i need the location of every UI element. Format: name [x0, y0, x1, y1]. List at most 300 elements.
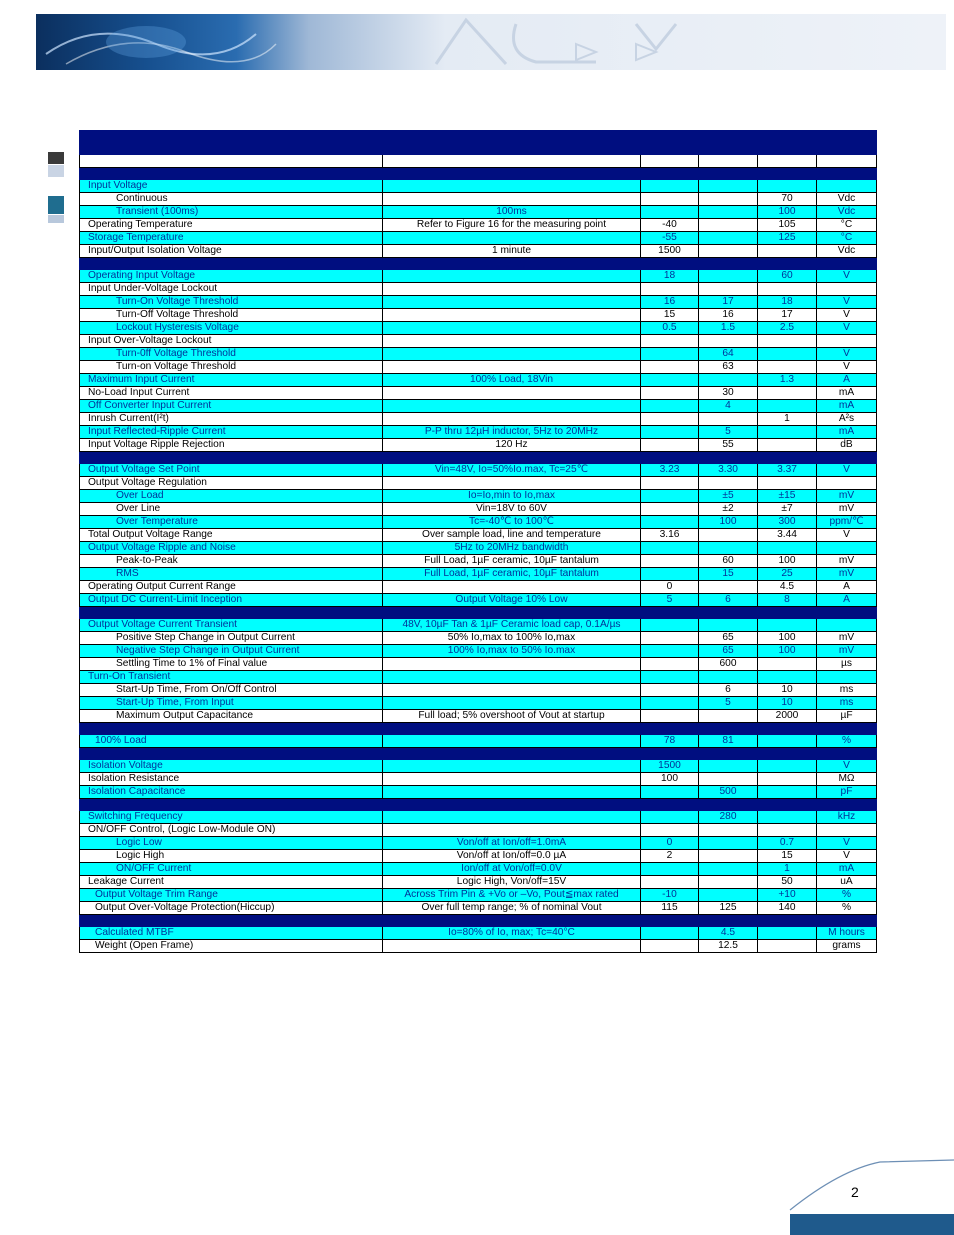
- min-cell: [641, 786, 699, 799]
- max-cell: [758, 927, 817, 940]
- min-cell: [641, 684, 699, 697]
- table-column-header-row: [80, 155, 877, 168]
- max-cell: [758, 426, 817, 439]
- min-cell: 1500: [641, 760, 699, 773]
- condition-cell: Across Trim Pin & +Vo or –Vo, Pout≦max rated: [383, 889, 641, 902]
- min-cell: 115: [641, 902, 699, 915]
- param-cell: Weight (Open Frame): [80, 940, 383, 953]
- max-cell: 140: [758, 902, 817, 915]
- condition-cell: [383, 309, 641, 322]
- max-cell: [758, 400, 817, 413]
- param-cell: Peak-to-Peak: [80, 555, 383, 568]
- min-cell: [641, 180, 699, 193]
- condition-cell: Over sample load, line and temperature: [383, 529, 641, 542]
- min-cell: 15: [641, 309, 699, 322]
- table-row: [80, 322, 877, 335]
- typ-cell: 600: [699, 658, 758, 671]
- specification-table: [79, 130, 877, 953]
- table-row: [80, 413, 877, 426]
- max-cell: 100: [758, 206, 817, 219]
- unit-cell: ms: [817, 697, 877, 710]
- typ-cell: [699, 837, 758, 850]
- table-row: [80, 735, 877, 748]
- unit-cell: %: [817, 889, 877, 902]
- condition-cell: 100ms: [383, 206, 641, 219]
- typ-cell: 4.5: [699, 927, 758, 940]
- min-cell: [641, 927, 699, 940]
- table-row: [80, 850, 877, 863]
- max-cell: 2000: [758, 710, 817, 723]
- condition-cell: Vin=48V, Io=50%Io.max, Tc=25℃: [383, 464, 641, 477]
- typ-cell: 100: [699, 516, 758, 529]
- param-cell: Output DC Current-Limit Inception: [80, 594, 383, 607]
- condition-cell: Vin=18V to 60V: [383, 503, 641, 516]
- min-cell: 78: [641, 735, 699, 748]
- typ-cell: 1.5: [699, 322, 758, 335]
- table-row: [80, 309, 877, 322]
- table-row: [80, 529, 877, 542]
- unit-cell: mV: [817, 568, 877, 581]
- condition-cell: [383, 348, 641, 361]
- table-row: [80, 400, 877, 413]
- min-cell: [641, 477, 699, 490]
- max-cell: 1: [758, 413, 817, 426]
- param-cell: ON/OFF Current: [80, 863, 383, 876]
- condition-cell: Logic High, Von/off=15V: [383, 876, 641, 889]
- condition-cell: 50% Io,max to 100% Io,max: [383, 632, 641, 645]
- side-marker-1: [48, 152, 64, 164]
- typ-cell: [699, 193, 758, 206]
- condition-cell: [383, 413, 641, 426]
- typ-cell: [699, 876, 758, 889]
- condition-cell: [383, 400, 641, 413]
- banner-graphic: [36, 14, 946, 70]
- table-row: [80, 658, 877, 671]
- condition-cell: [383, 193, 641, 206]
- table-row: [80, 684, 877, 697]
- header-banner: [36, 14, 946, 70]
- unit-cell: V: [817, 529, 877, 542]
- condition-cell: [383, 270, 641, 283]
- param-cell: Operating Temperature: [80, 219, 383, 232]
- condition-cell: [383, 697, 641, 710]
- max-cell: [758, 335, 817, 348]
- min-cell: [641, 619, 699, 632]
- min-cell: [641, 193, 699, 206]
- unit-cell: [817, 477, 877, 490]
- unit-cell: [817, 671, 877, 684]
- condition-cell: [383, 940, 641, 953]
- table-title-row: [80, 131, 877, 155]
- typ-cell: [699, 542, 758, 555]
- typ-cell: 4: [699, 400, 758, 413]
- min-cell: -10: [641, 889, 699, 902]
- unit-cell: °C: [817, 219, 877, 232]
- unit-cell: Vdc: [817, 193, 877, 206]
- min-cell: [641, 876, 699, 889]
- param-cell: Continuous: [80, 193, 383, 206]
- table-row: [80, 361, 877, 374]
- condition-cell: [383, 335, 641, 348]
- param-cell: Logic Low: [80, 837, 383, 850]
- typ-cell: ±5: [699, 490, 758, 503]
- unit-cell: V: [817, 760, 877, 773]
- footer-curve-graphic: [780, 1150, 954, 1220]
- table-row: [80, 619, 877, 632]
- max-cell: [758, 760, 817, 773]
- max-cell: [758, 619, 817, 632]
- unit-cell: mV: [817, 490, 877, 503]
- min-cell: [641, 658, 699, 671]
- min-cell: [641, 490, 699, 503]
- min-cell: 0.5: [641, 322, 699, 335]
- min-cell: [641, 824, 699, 837]
- unit-cell: pF: [817, 786, 877, 799]
- param-cell: Lockout Hysteresis Voltage: [80, 322, 383, 335]
- max-cell: 100: [758, 645, 817, 658]
- table-section-row: [80, 748, 877, 760]
- condition-cell: 48V, 10µF Tan & 1µF Ceramic load cap, 0.1A/µs: [383, 619, 641, 632]
- min-cell: [641, 439, 699, 452]
- typ-cell: [699, 710, 758, 723]
- table-row: [80, 193, 877, 206]
- unit-cell: V: [817, 361, 877, 374]
- table-row: [80, 697, 877, 710]
- condition-cell: [383, 387, 641, 400]
- param-cell: Isolation Capacitance: [80, 786, 383, 799]
- table-row: [80, 824, 877, 837]
- condition-cell: [383, 773, 641, 786]
- max-cell: 1.3: [758, 374, 817, 387]
- min-cell: 5: [641, 594, 699, 607]
- param-cell: Start-Up Time, From Input: [80, 697, 383, 710]
- table-row: [80, 568, 877, 581]
- table-row: [80, 374, 877, 387]
- table-row: [80, 490, 877, 503]
- unit-cell: V: [817, 296, 877, 309]
- param-cell: RMS: [80, 568, 383, 581]
- typ-cell: 55: [699, 439, 758, 452]
- max-cell: 60: [758, 270, 817, 283]
- min-cell: [641, 400, 699, 413]
- param-cell: Turn-On Voltage Threshold: [80, 296, 383, 309]
- unit-cell: V: [817, 309, 877, 322]
- unit-cell: mA: [817, 426, 877, 439]
- condition-cell: [383, 811, 641, 824]
- max-cell: [758, 658, 817, 671]
- table-row: [80, 710, 877, 723]
- param-cell: Switching Frequency: [80, 811, 383, 824]
- min-cell: [641, 568, 699, 581]
- condition-cell: Tc=-40℃ to 100℃: [383, 516, 641, 529]
- max-cell: 50: [758, 876, 817, 889]
- unit-cell: kHz: [817, 811, 877, 824]
- min-cell: 3.23: [641, 464, 699, 477]
- unit-cell: A: [817, 374, 877, 387]
- min-cell: 2: [641, 850, 699, 863]
- typ-cell: 5: [699, 426, 758, 439]
- typ-cell: 60: [699, 555, 758, 568]
- table-row: [80, 335, 877, 348]
- table-row: [80, 786, 877, 799]
- footer-bar: [790, 1214, 954, 1235]
- unit-cell: Vdc: [817, 245, 877, 258]
- condition-cell: [383, 684, 641, 697]
- param-cell: Over Temperature: [80, 516, 383, 529]
- max-cell: [758, 245, 817, 258]
- max-cell: ±7: [758, 503, 817, 516]
- table-section-row: [80, 607, 877, 619]
- max-cell: 10: [758, 697, 817, 710]
- min-cell: [641, 348, 699, 361]
- min-cell: [641, 697, 699, 710]
- condition-cell: [383, 322, 641, 335]
- typ-cell: [699, 283, 758, 296]
- table-row: [80, 219, 877, 232]
- unit-cell: mV: [817, 555, 877, 568]
- param-cell: Turn-Off Voltage Threshold: [80, 309, 383, 322]
- max-cell: [758, 180, 817, 193]
- param-cell: Isolation Voltage: [80, 760, 383, 773]
- param-cell: Output Voltage Regulation: [80, 477, 383, 490]
- unit-cell: [817, 180, 877, 193]
- condition-cell: P-P thru 12µH inductor, 5Hz to 20MHz: [383, 426, 641, 439]
- unit-cell: µs: [817, 658, 877, 671]
- table-row: [80, 837, 877, 850]
- min-cell: [641, 710, 699, 723]
- max-cell: 1: [758, 863, 817, 876]
- max-cell: 125: [758, 232, 817, 245]
- unit-cell: mV: [817, 503, 877, 516]
- typ-cell: [699, 180, 758, 193]
- condition-cell: Io=80% of Io, max; Tc=40°C: [383, 927, 641, 940]
- typ-cell: 81: [699, 735, 758, 748]
- table-section-row: [80, 799, 877, 811]
- max-cell: 105: [758, 219, 817, 232]
- table-row: [80, 283, 877, 296]
- condition-cell: [383, 671, 641, 684]
- typ-cell: [699, 671, 758, 684]
- min-cell: 3.16: [641, 529, 699, 542]
- max-cell: [758, 477, 817, 490]
- typ-cell: 65: [699, 632, 758, 645]
- unit-cell: dB: [817, 439, 877, 452]
- unit-cell: A: [817, 594, 877, 607]
- param-cell: Input Under-Voltage Lockout: [80, 283, 383, 296]
- min-cell: [641, 555, 699, 568]
- condition-cell: [383, 581, 641, 594]
- condition-cell: Refer to Figure 16 for the measuring point: [383, 219, 641, 232]
- unit-cell: M hours: [817, 927, 877, 940]
- table-row: [80, 503, 877, 516]
- max-cell: +10: [758, 889, 817, 902]
- typ-cell: 12.5: [699, 940, 758, 953]
- condition-cell: 5Hz to 20MHz bandwidth: [383, 542, 641, 555]
- table-row: [80, 206, 877, 219]
- param-cell: Leakage Current: [80, 876, 383, 889]
- unit-cell: mV: [817, 632, 877, 645]
- min-cell: [641, 542, 699, 555]
- table-row: [80, 180, 877, 193]
- param-cell: Turn-On Transient: [80, 671, 383, 684]
- max-cell: 4.5: [758, 581, 817, 594]
- typ-cell: 5: [699, 697, 758, 710]
- unit-cell: °C: [817, 232, 877, 245]
- condition-cell: [383, 232, 641, 245]
- table-row: [80, 773, 877, 786]
- unit-cell: [817, 335, 877, 348]
- param-cell: Negative Step Change in Output Current: [80, 645, 383, 658]
- max-cell: 0.7: [758, 837, 817, 850]
- typ-cell: 500: [699, 786, 758, 799]
- max-cell: 300: [758, 516, 817, 529]
- max-cell: [758, 361, 817, 374]
- typ-cell: 125: [699, 902, 758, 915]
- min-cell: 0: [641, 581, 699, 594]
- max-cell: 18: [758, 296, 817, 309]
- param-cell: Input Over-Voltage Lockout: [80, 335, 383, 348]
- param-cell: Maximum Output Capacitance: [80, 710, 383, 723]
- max-cell: ±15: [758, 490, 817, 503]
- condition-cell: [383, 361, 641, 374]
- param-cell: Turn-on Voltage Threshold: [80, 361, 383, 374]
- table-row: [80, 902, 877, 915]
- typ-cell: 63: [699, 361, 758, 374]
- condition-cell: Full Load, 1µF ceramic, 10µF tantalum: [383, 555, 641, 568]
- param-cell: Output Voltage Ripple and Noise: [80, 542, 383, 555]
- side-marker-1b: [48, 165, 64, 177]
- typ-cell: 64: [699, 348, 758, 361]
- table-section-row: [80, 258, 877, 270]
- min-cell: [641, 283, 699, 296]
- table-row: [80, 811, 877, 824]
- unit-cell: A: [817, 581, 877, 594]
- max-cell: 10: [758, 684, 817, 697]
- typ-cell: [699, 477, 758, 490]
- condition-cell: Full Load, 1µF ceramic, 10µF tantalum: [383, 568, 641, 581]
- min-cell: -40: [641, 219, 699, 232]
- param-cell: Input Voltage Ripple Rejection: [80, 439, 383, 452]
- table-row: [80, 270, 877, 283]
- max-cell: [758, 348, 817, 361]
- max-cell: [758, 439, 817, 452]
- table-row: [80, 594, 877, 607]
- table-row: [80, 863, 877, 876]
- condition-cell: [383, 760, 641, 773]
- max-cell: [758, 671, 817, 684]
- typ-cell: 3.30: [699, 464, 758, 477]
- min-cell: -55: [641, 232, 699, 245]
- max-cell: 100: [758, 632, 817, 645]
- condition-cell: Ion/off at Von/off=0.0V: [383, 863, 641, 876]
- typ-cell: 17: [699, 296, 758, 309]
- min-cell: [641, 361, 699, 374]
- unit-cell: [817, 824, 877, 837]
- typ-cell: [699, 270, 758, 283]
- param-cell: Input/Output Isolation Voltage: [80, 245, 383, 258]
- condition-cell: Over full temp range; % of nominal Vout: [383, 902, 641, 915]
- unit-cell: Vdc: [817, 206, 877, 219]
- typ-cell: 15: [699, 568, 758, 581]
- typ-cell: [699, 245, 758, 258]
- typ-cell: [699, 760, 758, 773]
- typ-cell: [699, 232, 758, 245]
- unit-cell: V: [817, 270, 877, 283]
- unit-cell: uA: [817, 876, 877, 889]
- table-row: [80, 516, 877, 529]
- unit-cell: mA: [817, 387, 877, 400]
- max-cell: 8: [758, 594, 817, 607]
- side-marker-2: [48, 196, 64, 214]
- unit-cell: µF: [817, 710, 877, 723]
- table-row: [80, 927, 877, 940]
- typ-cell: [699, 581, 758, 594]
- max-cell: 2.5: [758, 322, 817, 335]
- unit-cell: V: [817, 348, 877, 361]
- min-cell: [641, 426, 699, 439]
- param-cell: Output Over-Voltage Protection(Hiccup): [80, 902, 383, 915]
- typ-cell: [699, 206, 758, 219]
- condition-cell: [383, 296, 641, 309]
- condition-cell: Io=Io,min to Io,max: [383, 490, 641, 503]
- condition-cell: [383, 735, 641, 748]
- min-cell: [641, 645, 699, 658]
- typ-cell: 30: [699, 387, 758, 400]
- min-cell: [641, 374, 699, 387]
- min-cell: [641, 206, 699, 219]
- unit-cell: %: [817, 735, 877, 748]
- max-cell: 3.37: [758, 464, 817, 477]
- condition-cell: [383, 180, 641, 193]
- table-row: [80, 245, 877, 258]
- min-cell: 100: [641, 773, 699, 786]
- table-row: [80, 464, 877, 477]
- typ-cell: [699, 413, 758, 426]
- param-cell: Start-Up Time, From On/Off Control: [80, 684, 383, 697]
- max-cell: [758, 773, 817, 786]
- min-cell: [641, 387, 699, 400]
- min-cell: [641, 335, 699, 348]
- param-cell: Maximum Input Current: [80, 374, 383, 387]
- table-row: [80, 426, 877, 439]
- unit-cell: mA: [817, 863, 877, 876]
- table-section-row: [80, 168, 877, 180]
- unit-cell: mV: [817, 645, 877, 658]
- max-cell: [758, 387, 817, 400]
- unit-cell: ppm/℃: [817, 516, 877, 529]
- min-cell: [641, 863, 699, 876]
- param-cell: Transient (100ms): [80, 206, 383, 219]
- max-cell: [758, 283, 817, 296]
- typ-cell: 280: [699, 811, 758, 824]
- min-cell: [641, 413, 699, 426]
- unit-cell: [817, 542, 877, 555]
- table-row: [80, 439, 877, 452]
- table-row: [80, 555, 877, 568]
- param-cell: ON/OFF Control, (Logic Low-Module ON): [80, 824, 383, 837]
- param-cell: Total Output Voltage Range: [80, 529, 383, 542]
- typ-cell: 16: [699, 309, 758, 322]
- param-cell: No-Load Input Current: [80, 387, 383, 400]
- table-row: [80, 387, 877, 400]
- param-cell: Storage Temperature: [80, 232, 383, 245]
- table-row: [80, 940, 877, 953]
- unit-cell: mA: [817, 400, 877, 413]
- specification-table-body: [80, 131, 877, 953]
- table-section-row: [80, 723, 877, 735]
- max-cell: 17: [758, 309, 817, 322]
- page-number: 2: [851, 1184, 859, 1200]
